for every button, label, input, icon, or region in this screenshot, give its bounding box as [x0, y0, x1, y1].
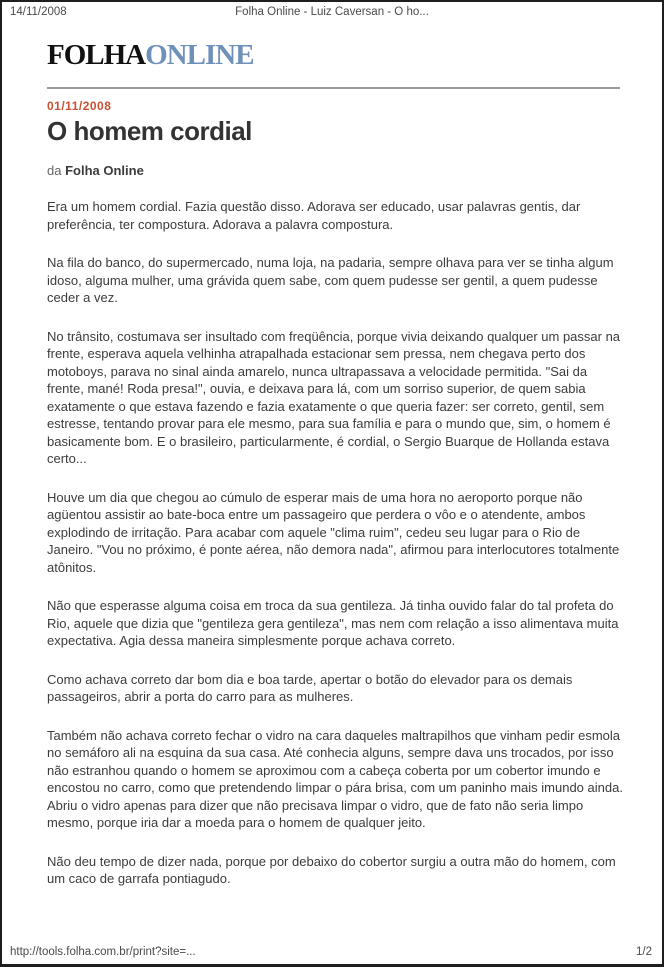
article-paragraph: Houve um dia que chegou ao cúmulo de esperar mais de uma hora no aeroporto porque não agüentou assistir ao bate-boca entre um passageiro que perdera o vôo e o atendente, ambos explodindo de irritação. Para acabar com aquele "clima ruim", cedeu seu lugar para o Rio de Janeiro. "Vou no próximo, é ponte aérea, não demora nada", afirmou para interlocutores totalmente atônitos.: [47, 489, 620, 575]
article-content: [2, 2, 662, 888]
print-header: [10, 6, 654, 18]
article-paragraph: No trânsito, costumava ser insultado com freqüência, porque vivia deixando qualquer um passar na frente, esperava aquela velhinha atrapalhada estacionar sem pressa, nem chegava perto dos motoboys, parava no sinal ainda amarelo, nunca ultrapassava a velocidade permitida. "Sai da frente, mané! Roda presa!", ouvia, e deixava para lá, com um sorriso superior, de quem sabia exatamente o que estava fazendo e fazia exatamente o que queria fazer: ser correto, gentil, sem estresse, tentando provar para ele mesmo, para sua família e para o mundo que, sim, o homem é basicamente bom. E o brasileiro, particularmente, é cordial, o Sergio Buarque de Hollanda estava certo...: [47, 328, 621, 466]
print-footer: [10, 946, 652, 958]
article-paragraph: Não deu tempo de dizer nada, porque por debaixo do cobertor surgiu a outra mão do homem, com um caco de garrafa pontiagudo.: [47, 853, 616, 886]
byline-source: Folha Online: [65, 163, 144, 178]
logo-online-text: ONLINE: [145, 39, 254, 71]
print-header-date: 14/11/2008: [10, 6, 67, 18]
byline-prefix: da: [47, 163, 66, 178]
folha-online-logo: [47, 40, 620, 70]
article-paragraph: Na fila do banco, do supermercado, numa loja, na padaria, sempre olhava para ver se tinha algum idoso, alguma mulher, uma grávida quem sabe, com quem pudesse ser gentil, a quem pudesse ceder a vez.: [47, 255, 614, 305]
article-body: [47, 198, 625, 888]
header-divider: [47, 87, 620, 89]
print-footer-page-indicator: 1/2: [636, 946, 652, 958]
article-paragraph: Não que esperasse alguma coisa em troca da sua gentileza. Já tinha ouvido falar do tal profeta do Rio, aquele que dizia que "gentileza gera gentileza", mas nem com relação a isso alimentava muita expectativa. Agia dessa maneira simplesmente porque achava correto.: [47, 598, 619, 648]
article-date: 01/11/2008: [47, 99, 112, 113]
logo-folha-text: FOLHA: [47, 39, 146, 71]
article-paragraph: Como achava correto dar bom dia e boa tarde, apertar o botão do elevador para os demais passageiros, abrir a porta do carro para as mulheres.: [47, 671, 573, 704]
article-byline: [47, 163, 620, 178]
article-paragraph: Era um homem cordial. Fazia questão disso. Adorava ser educado, usar palavras gentis, dar preferência, ter compostura. Adorava a palavra compostura.: [47, 199, 581, 232]
article-paragraph: Também não achava correto fechar o vidro na cara daqueles maltrapilhos que vinham pedir esmola no semáforo ali na esquina da sua casa. Até conhecia alguns, sempre dava uns trocados, por isso não estranhou quando o homem se aproximou com a cabeça coberta por um cobertor imundo e encostou no carro, como que pretendendo limpar o pára brisa, com um paninho mais imundo ainda. Abriu o vidro apenas para dizer que não precisava limpar o vidro, que de fato não seria limpo mesmo, porque iria dar a moeda para o homem de qualquer jeito.: [47, 727, 623, 830]
print-header-doc-title: Folha Online - Luiz Caversan - O ho...: [235, 6, 429, 18]
print-footer-url: http://tools.folha.com.br/print?site=...: [10, 946, 196, 958]
article-title: O homem cordial: [47, 116, 252, 146]
